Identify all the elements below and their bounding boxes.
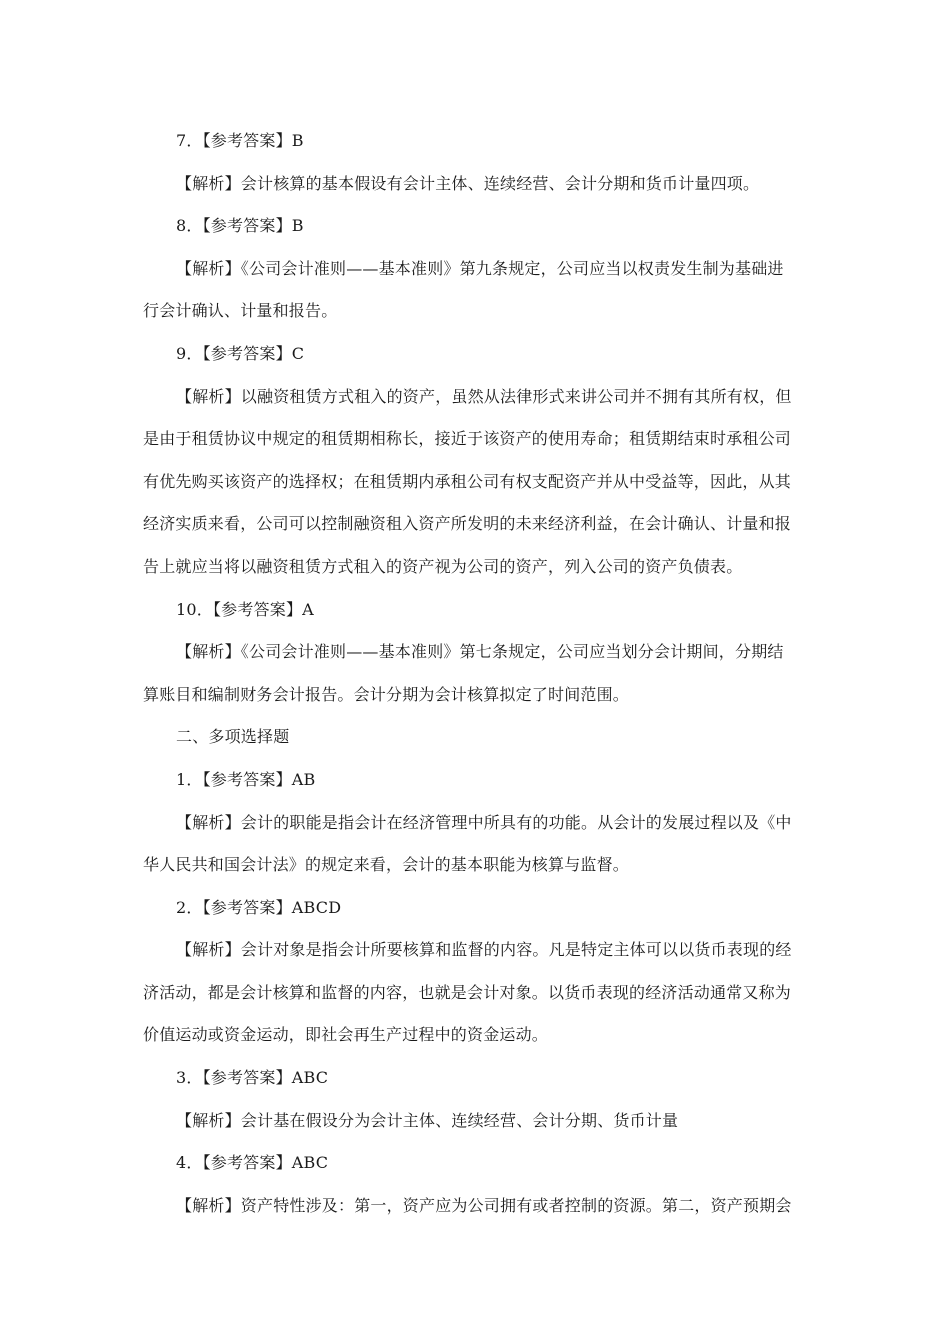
document-body: [143, 120, 808, 1227]
answer-line: 8．【参考答案】B: [176, 216, 304, 236]
answer-line: 3．【参考答案】ABC: [176, 1068, 329, 1088]
explanation-line: 算账目和编制财务会计报告。会计分期为会计核算拟定了时间范围。: [143, 684, 630, 704]
explanation-line: 告上就应当将以融资租赁方式租入的资产视为公司的资产，列入公司的资产负债表。: [143, 556, 743, 576]
explanation-line: 经济实质来看，公司可以控制融资租入资产所发明的未来经济利益，在会计确认、计量和报: [143, 514, 792, 534]
explanation-line: 价值运动或资金运动，即社会再生产过程中的资金运动。: [143, 1025, 549, 1045]
explanation-line: 【解析】以融资租赁方式租入的资产，虽然从法律形式来讲公司并不拥有其所有权，但: [176, 386, 792, 406]
explanation-line: 是由于租赁协议中规定的租赁期相称长，接近于该资产的使用寿命；租赁期结束时承租公司: [143, 429, 792, 449]
answer-line: 4．【参考答案】ABC: [176, 1153, 329, 1173]
answer-line: 1．【参考答案】AB: [176, 769, 316, 789]
explanation-line: 【解析】会计核算的基本假设有会计主体、连续经营、会计分期和货币计量四项。: [176, 173, 760, 193]
explanation-line: 有优先购买该资产的选择权；在租赁期内承租公司有权支配资产并从中受益等，因此，从其: [143, 471, 792, 491]
explanation-line: 华人民共和国会计法》的规定来看，会计的基本职能为核算与监督。: [143, 855, 630, 875]
answer-line: 9．【参考答案】C: [176, 343, 305, 363]
answer-line: 7．【参考答案】B: [176, 131, 304, 150]
section-heading: 二、多项选择题: [176, 727, 290, 747]
explanation-line: 【解析】会计的职能是指会计在经济管理中所具有的功能。从会计的发展过程以及《中: [176, 812, 792, 832]
explanation-line: 【解析】《公司会计准则——基本准则》第九条规定，公司应当以权责发生制为基础进: [176, 258, 784, 278]
explanation-line: 行会计确认、计量和报告。: [143, 301, 338, 321]
explanation-line: 【解析】会计对象是指会计所要核算和监督的内容。凡是特定主体可以以货币表现的经: [176, 940, 792, 960]
answer-line: 2．【参考答案】ABCD: [176, 897, 342, 917]
explanation-line: 【解析】会计基在假设分为会计主体、连续经营、会计分期、货币计量: [176, 1110, 679, 1130]
answer-line: 10．【参考答案】A: [176, 599, 314, 619]
explanation-line: 济活动，都是会计核算和监督的内容，也就是会计对象。以货币表现的经济活动通常又称为: [143, 982, 792, 1002]
explanation-line: 【解析】《公司会计准则——基本准则》第七条规定，公司应当划分会计期间，分期结: [176, 642, 784, 662]
explanation-line: 【解析】资产特性涉及：第一，资产应为公司拥有或者控制的资源。第二，资产预期会: [176, 1195, 792, 1215]
